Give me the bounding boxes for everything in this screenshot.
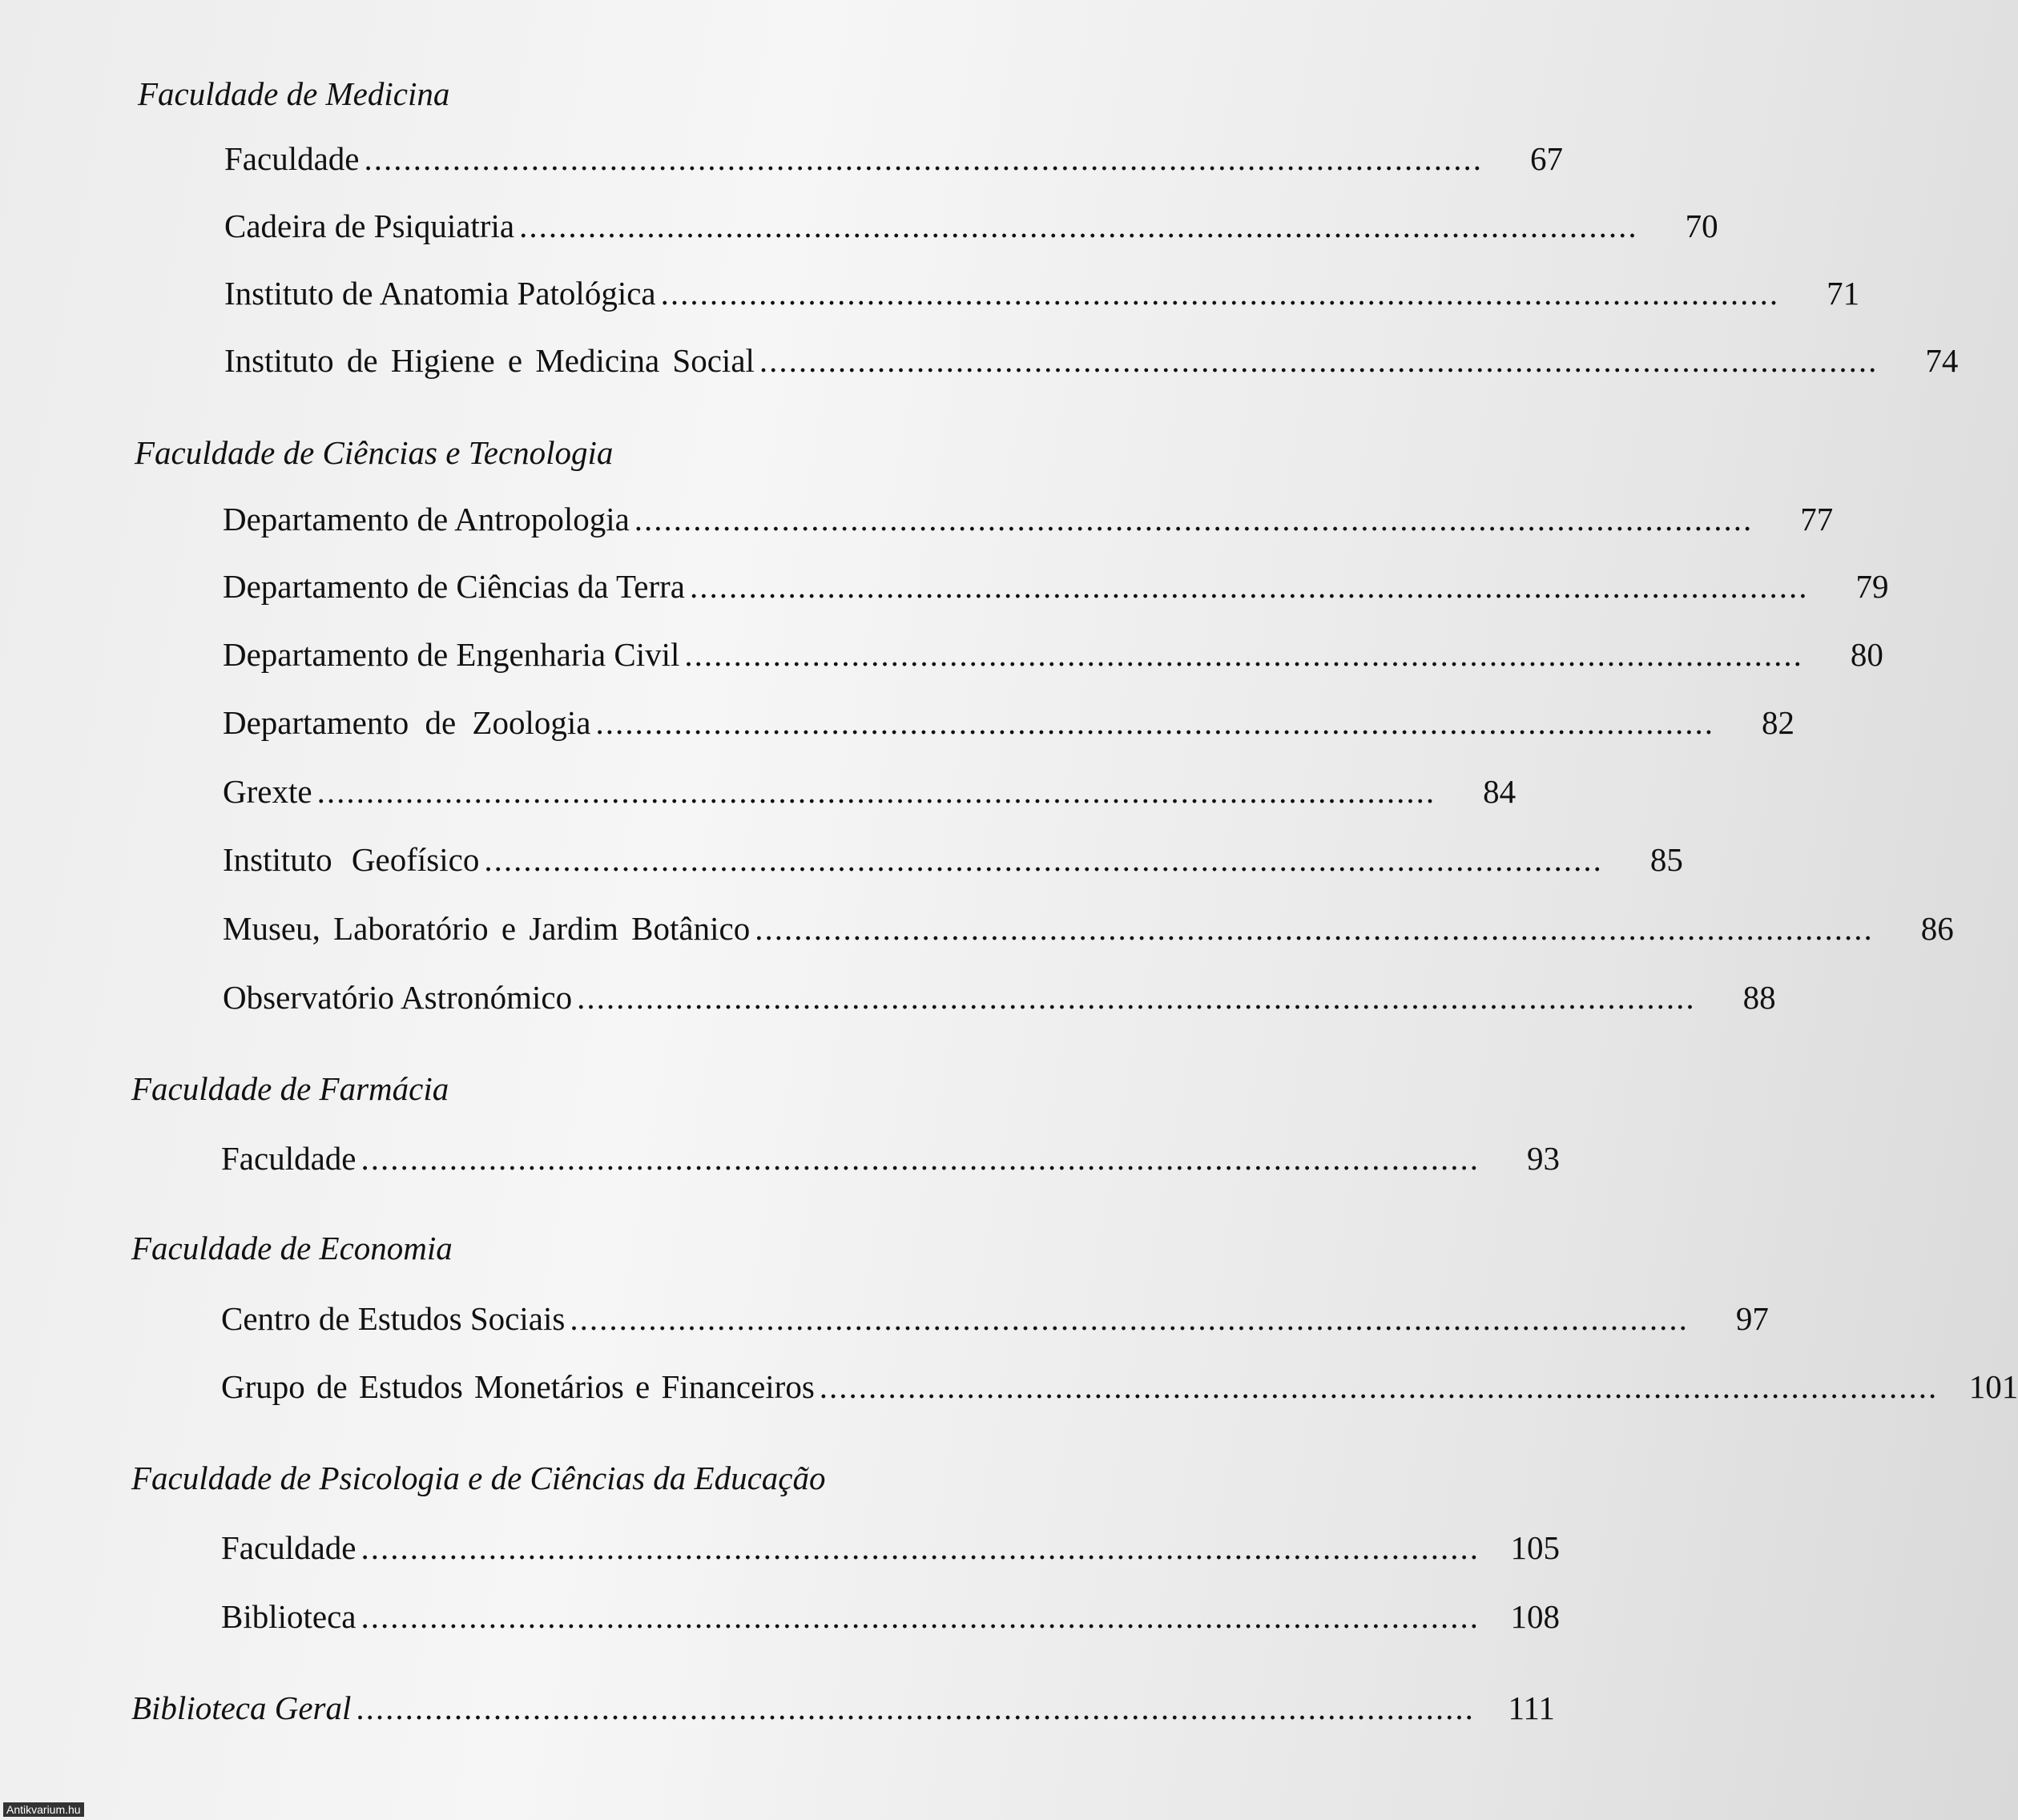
entry-label: Faculdade (224, 140, 360, 177)
dot-leader: .................................................................................................................. (689, 568, 1809, 605)
section-title-ciencias: Faculdade de Ciências e Tecnologia (135, 434, 614, 471)
section-title-medicina: Faculdade de Medicina (138, 75, 450, 112)
page-number: 86 (1920, 910, 1954, 947)
section-title-psicologia: Faculdade de Psicologia e de Ciências da Educação (131, 1460, 826, 1496)
page-number: 74 (1925, 342, 1959, 379)
toc-entry (223, 908, 1954, 949)
page-number: 105 (1510, 1529, 1560, 1566)
page-number: 88 (1742, 979, 1776, 1016)
dot-leader: .................................................................................................................. (361, 1140, 1480, 1177)
dot-leader: .................................................................................................................. (819, 1368, 1939, 1405)
page-number: 84 (1483, 773, 1517, 810)
entry-label: Centro de Estudos Sociais (221, 1300, 566, 1337)
dot-leader: .................................................................................................................. (361, 1598, 1480, 1635)
entry-label: Departamento de Zoologia (223, 704, 591, 741)
toc-entry (223, 634, 1883, 675)
dot-leader: .................................................................................................................. (570, 1300, 1689, 1337)
page-number: 80 (1850, 636, 1883, 673)
toc-entry (223, 976, 1776, 1018)
page-number: 70 (1685, 207, 1718, 244)
toc-entry (223, 566, 1889, 607)
entry-label: Departamento de Antropologia (223, 501, 630, 538)
page-number: 82 (1761, 704, 1794, 741)
watermark: Antikvarium.hu (3, 1802, 84, 1817)
entry-label: Faculdade (221, 1140, 356, 1177)
dot-leader: .................................................................................................................. (364, 140, 1483, 177)
page-number: 85 (1649, 841, 1683, 878)
entry-label: Instituto Geofísico (223, 841, 480, 878)
entry-label: Instituto de Anatomia Patológica (224, 275, 656, 312)
dot-leader: .................................................................................................................. (660, 275, 1780, 312)
section-title-economia: Faculdade de Economia (131, 1230, 453, 1266)
toc-entry (221, 1138, 1560, 1179)
dot-leader: .................................................................................................................. (634, 501, 1754, 538)
dot-leader: .................................................................................................................. (755, 910, 1874, 947)
toc-entry (224, 272, 1860, 314)
toc-entry-biblioteca-geral (131, 1687, 1555, 1729)
dot-leader: .................................................................................................................. (361, 1529, 1480, 1566)
toc-entry (223, 771, 1517, 812)
page-number: 101 (1968, 1368, 2018, 1405)
page-number: 97 (1735, 1300, 1769, 1337)
toc-entry (223, 839, 1683, 880)
dot-leader: .................................................................................................................. (316, 773, 1436, 810)
entry-label: Departamento de Ciências da Terra (223, 568, 685, 605)
entry-label: Biblioteca (221, 1598, 356, 1635)
entry-label: Departamento de Engenharia Civil (223, 636, 680, 673)
page-number: 93 (1526, 1140, 1560, 1177)
page-number: 67 (1529, 140, 1563, 177)
dot-leader: .................................................................................................................. (519, 207, 1638, 244)
dot-leader: .................................................................................................................. (577, 979, 1696, 1016)
section-title-farmacia: Faculdade de Farmácia (131, 1070, 449, 1107)
page-number: 79 (1855, 568, 1889, 605)
entry-label: Grexte (223, 773, 312, 810)
entry-label: Biblioteca Geral (131, 1689, 352, 1726)
toc-entry (223, 702, 1794, 743)
toc-entry (224, 340, 1959, 381)
dot-leader: .................................................................................................................. (759, 342, 1879, 379)
entry-label: Instituto de Higiene e Medicina Social (224, 342, 755, 379)
entry-label: Observatório Astronómico (223, 979, 573, 1016)
toc-entry (223, 498, 1834, 540)
page-number: 71 (1827, 275, 1860, 312)
dot-leader: .................................................................................................................. (356, 1689, 1475, 1726)
toc-entry (224, 205, 1718, 247)
page-number: 111 (1508, 1689, 1555, 1726)
dot-leader: .................................................................................................................. (595, 704, 1714, 741)
toc-entry (221, 1298, 1769, 1339)
toc-entry (221, 1596, 1561, 1637)
dot-leader: .................................................................................................................. (484, 841, 1603, 878)
toc-entry (221, 1366, 2018, 1407)
page-number: 77 (1800, 501, 1834, 538)
entry-label: Faculdade (221, 1529, 356, 1566)
toc-entry (224, 138, 1563, 179)
dot-leader: .................................................................................................................. (684, 636, 1803, 673)
page-number: 108 (1510, 1598, 1561, 1635)
entry-label: Grupo de Estudos Monetários e Financeiros (221, 1368, 815, 1405)
entry-label: Cadeira de Psiquiatria (224, 207, 515, 244)
entry-label: Museu, Laboratório e Jardim Botânico (223, 910, 751, 947)
toc-entry (221, 1527, 1560, 1568)
